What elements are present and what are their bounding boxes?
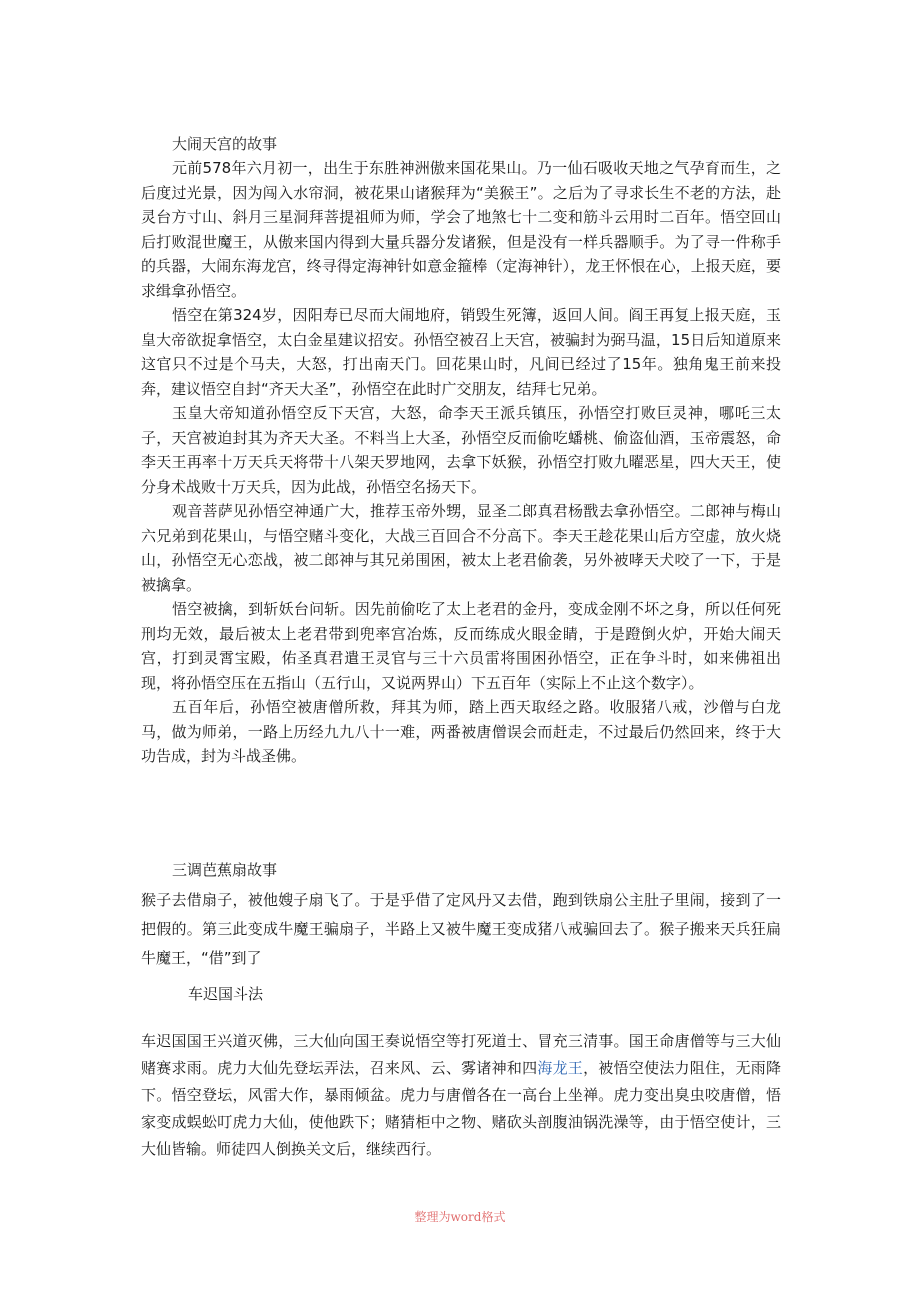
heading-banana-fan: 三调芭蕉扇故事 [172, 861, 278, 879]
paragraph: 悟空在第324岁，因阳寿已尽而大闹地府，销毁生死簿，返回人间。阎王再复上报天庭，玉皇大帝欲捉拿悟空，太白金星建议招安。孙悟空被召上天宫，被骗封为弼马温，15日后知道原来这官只不过是个马夫，大怒，打出南天门。回花果山时，凡间已经过了15年。独角鬼王前来投奔，建议悟空自封“齐天大圣”，孙悟空在此时广交朋友，结拜七兄弟。 [141, 306, 781, 398]
paragraph: 玉皇大帝知道孙悟空反下天宫，大怒，命李天王派兵镇压，孙悟空打败巨灵神，哪吒三太子，天宫被迫封其为齐天大圣。不料当上大圣，孙悟空反而偷吃蟠桃、偷盗仙酒，玉帝震怒，命李天王再率十万天兵天将带十八架天罗地网，去拿下妖猴，孙悟空打败九曜恶星，四大天王，使分身术战败十万天兵，因为此战，孙悟空名扬天下。 [141, 404, 781, 496]
paragraph: 观音菩萨见孙悟空神通广大，推荐玉帝外甥，显圣二郎真君杨戬去拿孙悟空。二郎神与梅山六兄弟到花果山，与悟空赌斗变化，大战三百回合不分高下。李天王趁花果山后方空虚，放火烧山，孙悟空无心恋战，被二郎神与其兄弟围困，被太上老君偷袭，另外被哮天犬咬了一下，于是被擒拿。 [141, 502, 781, 594]
heading-chechi-kingdom: 车迟国斗法 [188, 985, 264, 1003]
section-havoc-in-heaven [141, 156, 781, 769]
heading-havoc-in-heaven: 大闹天宫的故事 [172, 135, 278, 153]
page-footer: 整理为word格式 [414, 1210, 506, 1224]
paragraph-text: 车迟国国王兴道灭佛，三大仙向国王奏说悟空等打死道士、冒充三清事。国王命唐僧等与三大仙赌赛求雨。虎力大仙先登坛弄法，召来风、云、雾诸神和四 [141, 1032, 781, 1077]
paragraph: 猴子去借扇子，被他嫂子扇飞了。于是乎借了定风丹又去借，跑到铁扇公主肚子里闹，接到了一把假的。第三此变成牛魔王骗扇子，半路上又被牛魔王变成猪八戒骗回去了。猴子搬来天兵狂扁牛魔王，“借”到了 [141, 891, 781, 967]
paragraph: 五百年后，孙悟空被唐僧所救，拜其为师，踏上西天取经之路。收服猪八戒，沙僧与白龙马，做为师弟，一路上历经九九八十一难，两番被唐僧误会而赶走，不过最后仍然回来，终于大功告成，封为斗战圣佛。 [141, 698, 781, 765]
paragraph [141, 1028, 781, 1163]
paragraph: 悟空被擒，到斩妖台问斩。因先前偷吃了太上老君的金丹，变成金刚不坏之身，所以任何死刑均无效，最后被太上老君带到兜率宫冶炼，反而练成火眼金睛，于是蹬倒火炉，开始大闹天宫，打到灵霄宝殿，佑圣真君遣王灵官与三十六员雷将围困孙悟空，正在争斗时，如来佛祖出现，将孙悟空压在五指山（五行山，又说两界山）下五百年（实际上不止这个数字）。 [141, 600, 781, 692]
section-chechi-kingdom [141, 1028, 781, 1163]
paragraph-text: ，被悟空使法力阻住，无雨降下。悟空登坛，风雷大作，暴雨倾盆。虎力与唐僧各在一高台上坐禅。虎力变出臭虫咬唐僧，悟家变成蜈蚣叮虎力大仙，使他跌下；赌猜柜中之物、赌砍头剖腹油锅洗澡等，由于悟空使计，三大仙皆输。师徒四人倒换关文后，继续西行。 [141, 1059, 781, 1158]
paragraph: 元前578年六月初一，出生于东胜神洲傲来国花果山。乃一仙石吸收天地之气孕育而生，之后度过光景，因为闯入水帘洞，被花果山诸猴拜为“美猴王”。之后为了寻求长生不老的方法，赴灵台方寸山、斜月三星洞拜菩提祖师为师，学会了地煞七十二变和筋斗云用时二百年。悟空回山后打败混世魔王，从傲来国内得到大量兵器分发诸猴，但是没有一样兵器顺手。为了寻一件称手的兵器，大闹东海龙宫，终寻得定海神针如意金箍棒（定海神针），龙王怀恨在心，上报天庭，要求缉拿孙悟空。 [141, 159, 781, 300]
dragon-king-link[interactable]: 海龙王 [537, 1059, 584, 1077]
section-banana-fan [141, 886, 781, 973]
